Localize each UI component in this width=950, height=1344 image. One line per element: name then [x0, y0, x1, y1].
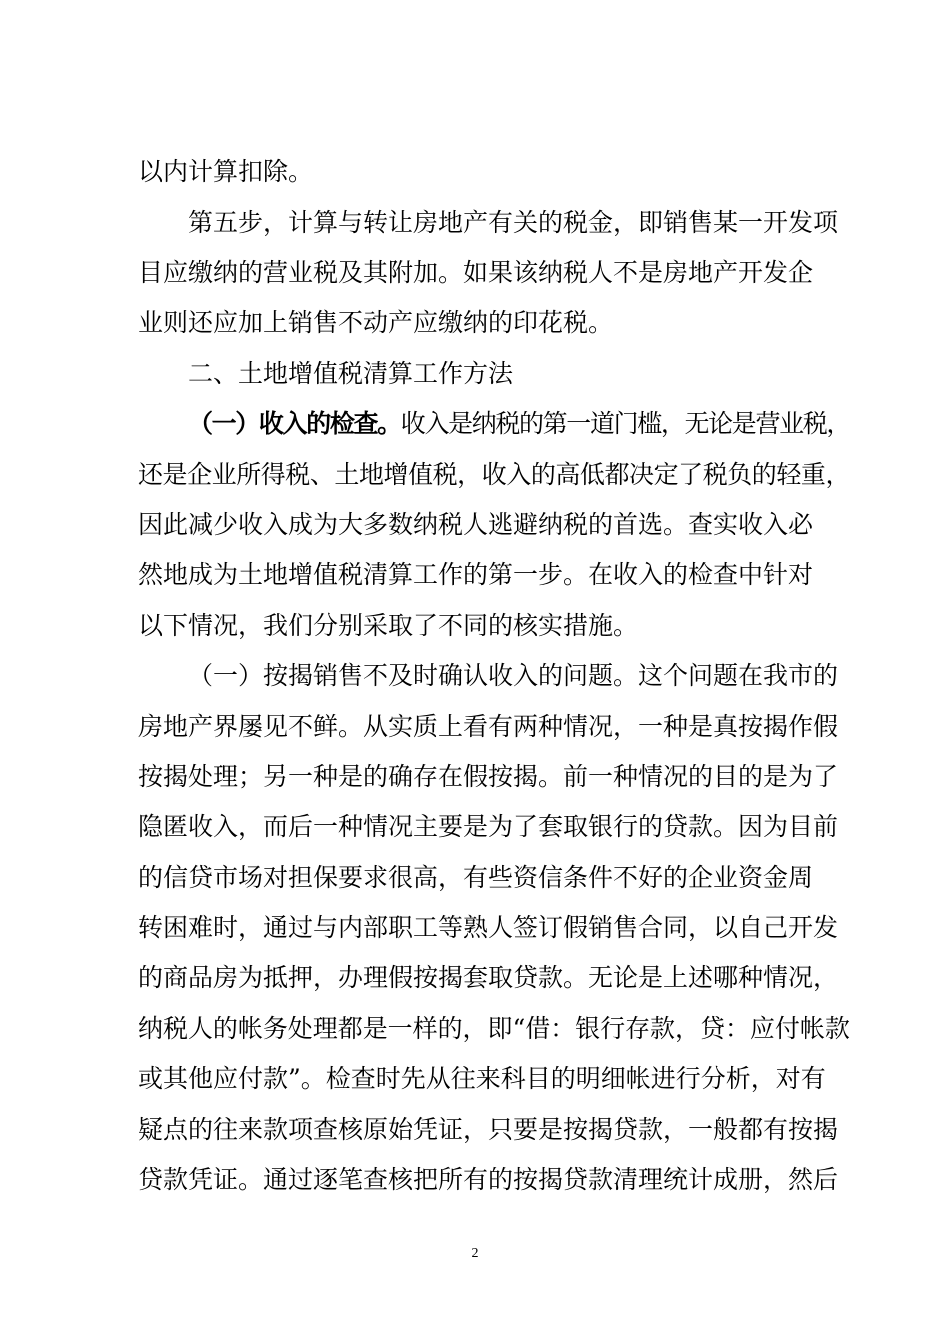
text-line: 或其他应付款”。检查时先从往来科目的明细帐进行分析，对有	[138, 1064, 826, 1093]
text-line: 业则还应加上销售不动产应缴纳的印花税。	[138, 308, 614, 337]
text-line: 隐匿收入，而后一种情况主要是为了套取银行的贷款。因为目前	[138, 812, 839, 841]
text-line: 按揭处理；另一种是的确存在假按揭。前一种情况的目的是为了	[138, 762, 839, 791]
text-line: 的信贷市场对担保要求很高，有些资信条件不好的企业资金周	[138, 863, 814, 892]
text-run: 收入是纳税的第一道门槛，无论是营业税，	[400, 409, 850, 438]
text-line: 转困难时，通过与内部职工等熟人签订假销售合同，以自己开发	[138, 913, 839, 942]
text-line: 房地产界屡见不鲜。从实质上看有两种情况，一种是真按揭作假	[138, 712, 839, 741]
text-line: （一）按揭销售不及时确认收入的问题。这个问题在我市的	[188, 661, 839, 690]
text-line: 疑点的往来款项查核原始凭证，只要是按揭贷款，一般都有按揭	[138, 1115, 839, 1144]
text-line: 以下情况，我们分别采取了不同的核实措施。	[138, 611, 639, 640]
text-line: 还是企业所得税、土地增值税，收入的高低都决定了税负的轻重，	[138, 460, 850, 489]
section-heading: 二、土地增值税清算工作方法	[188, 359, 514, 388]
text-line: 然地成为土地增值税清算工作的第一步。在收入的检查中针对	[138, 560, 814, 589]
text-line: 第五步，计算与转让房地产有关的税金，即销售某一开发项	[188, 208, 839, 237]
page-number: 2	[471, 1246, 479, 1261]
text-line: 目应缴纳的营业税及其附加。如果该纳税人不是房地产开发企	[138, 258, 814, 287]
bold-subheading: （一）收入的检查。	[188, 409, 401, 438]
text-line: 以内计算扣除。	[138, 157, 314, 186]
text-line: 纳税人的帐务处理都是一样的，即“借：银行存款，贷：应付帐款	[138, 1014, 850, 1043]
text-line: 因此减少收入成为大多数纳税人逃避纳税的首选。查实收入必	[138, 510, 814, 539]
text-line	[188, 404, 850, 444]
text-line: 贷款凭证。通过逐笔查核把所有的按揭贷款清理统计成册，然后	[138, 1165, 839, 1194]
text-line: 的商品房为抵押，办理假按揭套取贷款。无论是上述哪种情况，	[138, 963, 839, 992]
